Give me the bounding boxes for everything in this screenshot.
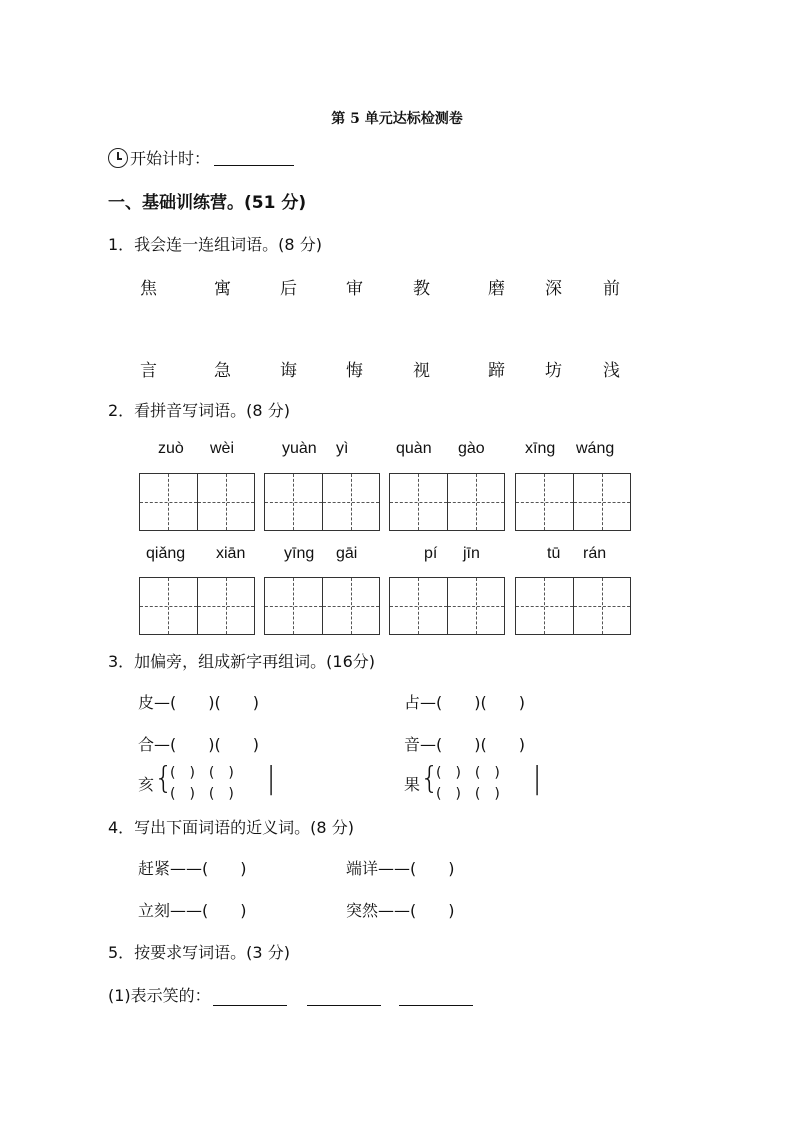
pinyin: rán (583, 545, 607, 562)
q1-bottom-char[interactable]: 蹄 (488, 361, 505, 381)
synonym-item[interactable]: 立刻——( ) (138, 901, 247, 920)
timer-label: 开始计时： (130, 149, 211, 168)
writing-grid[interactable] (264, 577, 380, 635)
q1-bottom-char[interactable]: 浅 (603, 361, 620, 381)
radical-char: 亥 (138, 775, 155, 794)
pinyin: xīng (525, 440, 556, 457)
pinyin: qiǎng (146, 545, 186, 562)
clock-icon (108, 148, 128, 168)
radical-item[interactable]: 占—( )( ) (404, 693, 525, 712)
writing-grid[interactable] (389, 577, 505, 635)
pinyin: yuàn (282, 440, 317, 457)
writing-grid[interactable] (264, 473, 380, 531)
right-bracket: | (532, 761, 543, 796)
q1-bottom-char[interactable]: 悔 (346, 361, 363, 381)
pinyin: jīn (463, 545, 480, 562)
q1-top-char[interactable]: 深 (545, 279, 562, 299)
question-1-prompt: 1．我会连一连组词语。(8 分) (108, 235, 322, 254)
pinyin: quàn (396, 440, 432, 457)
q1-top-char[interactable]: 后 (280, 279, 297, 299)
writing-grid[interactable] (389, 473, 505, 531)
left-brace: { (420, 761, 440, 796)
pinyin: xiān (216, 545, 246, 562)
q1-top-char[interactable]: 焦 (140, 279, 157, 299)
q1-top-char[interactable]: 审 (346, 279, 363, 299)
right-bracket: | (266, 761, 277, 796)
synonym-item[interactable]: 突然——( ) (346, 901, 455, 920)
answer-blank[interactable] (307, 989, 381, 1006)
q1-bottom-char[interactable]: 坊 (545, 361, 562, 381)
radical-item[interactable]: 皮—( )( ) (138, 693, 259, 712)
question-3-prompt: 3．加偏旁，组成新字再组词。(16分) (108, 652, 376, 671)
pinyin: gào (458, 440, 485, 457)
pinyin: pí (424, 545, 438, 562)
radical-item[interactable]: 音—( )( ) (404, 735, 525, 754)
pinyin: wèi (210, 440, 235, 457)
pinyin: yì (336, 440, 349, 457)
question-5-prompt: 5．按要求写词语。(3 分) (108, 943, 290, 962)
pinyin: yīng (284, 545, 315, 562)
pinyin: zuò (158, 440, 184, 457)
paren-blanks[interactable]: ( ) ( ) (436, 786, 500, 802)
paren-blanks[interactable]: ( ) ( ) (170, 765, 234, 781)
writing-grid[interactable] (515, 577, 631, 635)
synonym-item[interactable]: 赶紧——( ) (138, 859, 247, 878)
page-title: 第 5 单元达标检测卷 (331, 111, 463, 127)
q5-sub1 (108, 983, 473, 1006)
answer-blank[interactable] (399, 989, 473, 1006)
writing-grid[interactable] (139, 577, 255, 635)
timer-blank[interactable] (214, 149, 294, 166)
pinyin: gāi (336, 545, 358, 562)
q1-top-char[interactable]: 磨 (488, 279, 505, 299)
section-heading: 一、基础训练营。(51 分) (108, 193, 307, 213)
q1-bottom-char[interactable]: 急 (214, 361, 231, 381)
q1-bottom-char[interactable]: 诲 (280, 361, 297, 381)
left-brace: { (154, 761, 174, 796)
q5-sub1-label: (1)表示笑的： (108, 986, 211, 1005)
pinyin: tū (547, 545, 561, 562)
question-2-prompt: 2．看拼音写词语。(8 分) (108, 401, 290, 420)
q1-top-char[interactable]: 寓 (214, 279, 231, 299)
radical-item[interactable]: 合—( )( ) (138, 735, 259, 754)
answer-blank[interactable] (213, 989, 287, 1006)
timer-row (108, 146, 294, 169)
writing-grid[interactable] (515, 473, 631, 531)
question-4-prompt: 4．写出下面词语的近义词。(8 分) (108, 818, 354, 837)
q1-bottom-char[interactable]: 视 (413, 361, 430, 381)
q1-top-char[interactable]: 前 (603, 279, 620, 299)
writing-grid[interactable] (139, 473, 255, 531)
q1-bottom-char[interactable]: 言 (140, 361, 157, 381)
radical-char: 果 (404, 775, 421, 794)
pinyin: wáng (576, 440, 615, 457)
q1-top-char[interactable]: 教 (413, 279, 430, 299)
paren-blanks[interactable]: ( ) ( ) (170, 786, 234, 802)
paren-blanks[interactable]: ( ) ( ) (436, 765, 500, 781)
synonym-item[interactable]: 端详——( ) (346, 859, 455, 878)
